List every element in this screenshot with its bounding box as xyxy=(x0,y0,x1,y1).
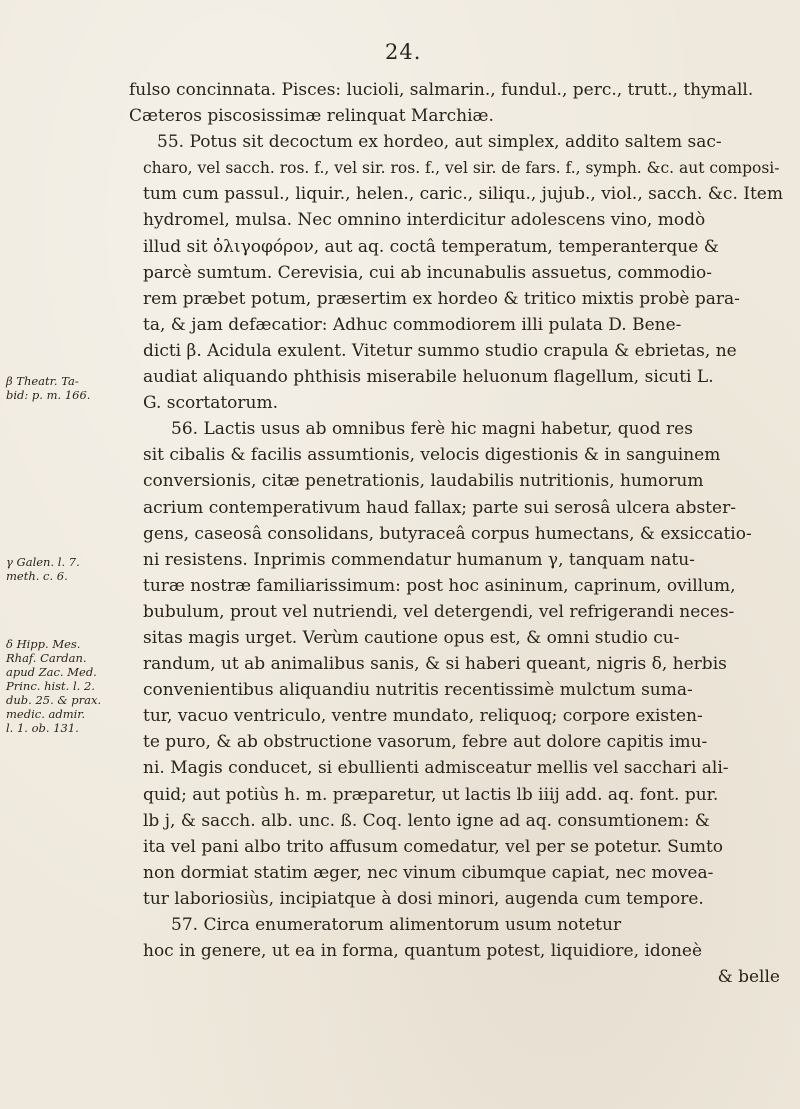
text-line: charo, vel sacch. ros. f., vel sir. ros. f., vel sir. de fars. f., symph. &c. aut composi- xyxy=(143,159,780,178)
page-number: 24. xyxy=(385,40,422,64)
margin-note-hippocrates xyxy=(6,637,112,735)
margin-note-theatrum xyxy=(6,374,112,402)
margin-note-line: dub. 25. & prax. xyxy=(6,693,102,707)
margin-note-line: β Theatr. Ta- xyxy=(6,374,79,388)
text-line: randum, ut ab animalibus sanis, & si haberi queant, nigris δ, herbis xyxy=(143,654,727,675)
text-line: convenientibus aliquandiu nutritis recentissimè mulctum suma- xyxy=(143,680,693,701)
text-line: sitas magis urget. Verùm cautione opus est, & omni studio cu- xyxy=(143,627,680,648)
text-line: turæ nostræ familiarissimum: post hoc asininum, caprinum, ovillum, xyxy=(143,575,736,596)
margin-note-galen xyxy=(6,555,112,583)
section-55-start: 55. Potus sit decoctum ex hordeo, aut simplex, addito saltem sac- xyxy=(157,132,722,153)
text-line: Cæteros piscosissimæ relinquat Marchiæ. xyxy=(129,106,494,127)
section-56-start: 56. Lactis usus ab omnibus ferè hic magni habetur, quod res xyxy=(171,419,693,440)
text-line: rem præbet potum, præsertim ex hordeo & tritico mixtis probè para- xyxy=(143,288,740,309)
margin-note-line: δ Hipp. Mes. xyxy=(6,637,81,651)
catchword: & belle xyxy=(717,967,780,988)
margin-note-line: medic. admir. xyxy=(6,707,86,721)
text-line: fulso concinnata. Pisces: lucioli, salmarin., fundul., perc., trutt., thymall. xyxy=(129,80,754,100)
text-line: tum cum passul., liquir., helen., caric., siliqu., jujub., viol., sacch. &c. Item xyxy=(143,184,783,205)
text-line: audiat aliquando phthisis miserabile heluonum flagellum, sicuti L. xyxy=(143,367,714,388)
margin-note-line: meth. c. 6. xyxy=(6,569,68,583)
text-line: lb j, & sacch. alb. unc. ß. Coq. lento igne ad aq. consumtionem: & xyxy=(143,810,710,831)
text-line: G. scortatorum. xyxy=(143,393,279,414)
text-line: conversionis, citæ penetrationis, laudabilis nutritionis, humorum xyxy=(143,471,704,492)
text-line: ni. Magis conducet, si ebullienti admisceatur mellis vel sacchari ali- xyxy=(143,758,729,779)
margin-notes xyxy=(6,0,112,1109)
text-line: ita vel pani albo trito affusum comedatur, vel per se potetur. Sumto xyxy=(143,836,724,857)
margin-note-line: γ Galen. l. 7. xyxy=(6,555,80,569)
section-57-start: 57. Circa enumeratorum alimentorum usum notetur xyxy=(171,915,622,935)
margin-note-line: Princ. hist. l. 2. xyxy=(6,679,95,693)
text-line: gens, caseosâ consolidans, butyraceâ corpus humectans, & exsiccatio- xyxy=(143,523,752,544)
text-line: ni resistens. Inprimis commendatur humanum γ, tanquam natu- xyxy=(143,549,695,570)
margin-note-line: apud Zac. Med. xyxy=(6,665,97,679)
text-line: illud sit ὀλιγοφόρον, aut aq. coctâ temperatum, temperanterque & xyxy=(143,236,719,257)
text-line: ta, & jam defæcatior: Adhuc commodiorem illi pulata D. Bene- xyxy=(143,314,682,335)
text-line: parcè sumtum. Cerevisia, cui ab incunabulis assuetus, commodio- xyxy=(143,262,712,283)
margin-note-line: bid: p. m. 166. xyxy=(6,388,91,402)
text-line: non dormiat statim æger, nec vinum cibumque capiat, nec movea- xyxy=(143,862,714,883)
text-line: dicti β. Acidula exulent. Vitetur summo studio crapula & ebrietas, ne xyxy=(143,340,737,361)
text-line: tur, vacuo ventriculo, ventre mundato, reliquoq; corpore existen- xyxy=(143,706,703,727)
text-line: sit cibalis & facilis assumtionis, velocis digestionis & in sanguinem xyxy=(143,445,721,466)
text-line: tur laboriosiùs, incipiatque à dosi minori, augenda cum tempore. xyxy=(143,888,704,909)
text-line: quid; aut potiùs h. m. præparetur, ut lactis lb iiij add. aq. font. pur. xyxy=(143,784,719,805)
text-line: te puro, & ab obstructione vasorum, febre aut dolore capitis imu- xyxy=(143,732,708,753)
main-text xyxy=(115,77,790,990)
margin-note-line: Rhaf. Cardan. xyxy=(6,651,87,665)
text-line: hydromel, mulsa. Nec omnino interdicitur adolescens vino, modò xyxy=(143,210,706,231)
text-line: acrium contemperativum haud fallax; parte sui serosâ ulcera abster- xyxy=(143,497,736,518)
text-line: bubulum, prout vel nutriendi, vel detergendi, vel refrigerandi neces- xyxy=(143,601,735,622)
margin-note-line: l. 1. ob. 131. xyxy=(6,721,79,735)
text-line: hoc in genere, ut ea in forma, quantum potest, liquidiore, idoneè xyxy=(143,941,703,962)
